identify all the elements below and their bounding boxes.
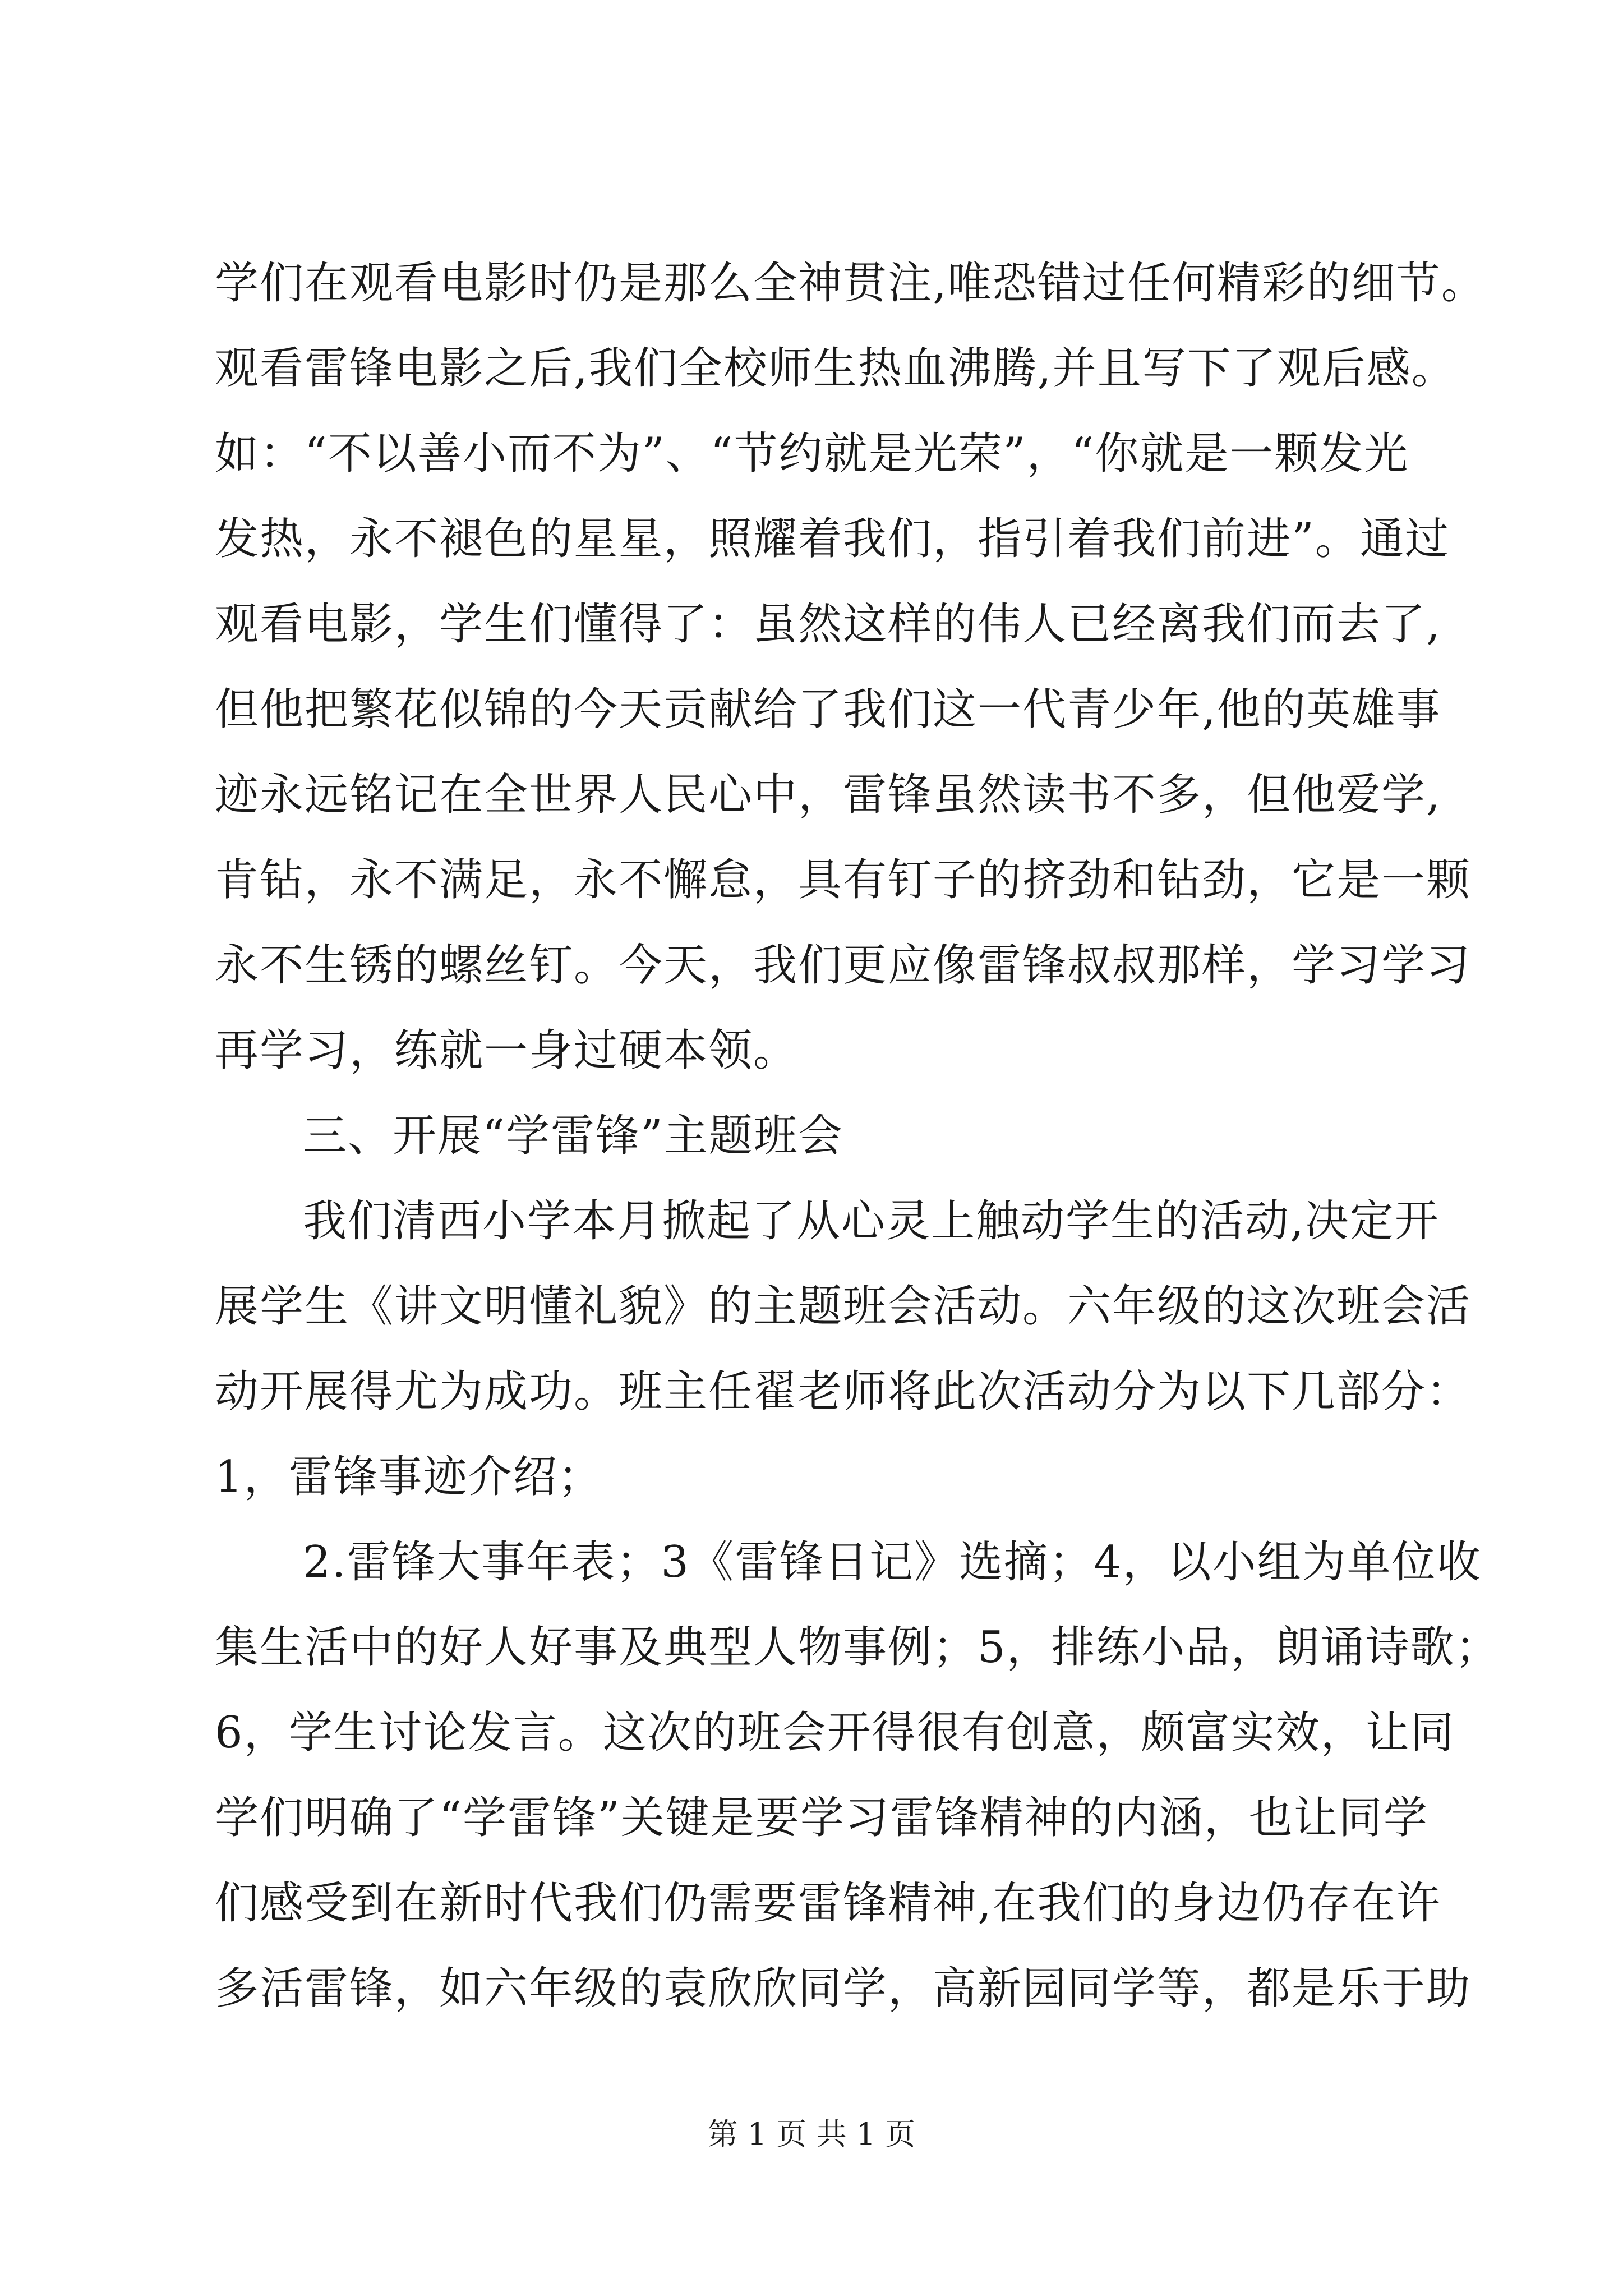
body-line: 动开展得尤为成功。班主任翟老师将此次活动分为以下几部分：	[215, 1366, 1472, 1417]
paragraph-first-line: 我们清西小学本月掀起了从心灵上触动学生的活动,决定开	[303, 1196, 1440, 1246]
list-item: 1，雷锋事迹介绍；	[215, 1452, 603, 1502]
body-line: 们感受到在新时代我们仍需要雷锋精神,在我们的身边仍存在许	[215, 1878, 1441, 1929]
body-line: 永不生锈的螺丝钉。今天，我们更应像雷锋叔叔那样，学习学习	[215, 940, 1472, 991]
body-line: 学们明确了“学雷锋”关键是要学习雷锋精神的内涵，也让同学	[215, 1793, 1428, 1843]
body-line: 如：“不以善小而不为”、“节约就是光荣”，“你就是一颗发光	[215, 429, 1409, 479]
body-line: 学们在观看电影时仍是那么全神贯注,唯恐错过任何精彩的细节。	[215, 258, 1486, 309]
body-line: 但他把繁花似锦的今天贡献给了我们这一代青少年,他的英雄事	[215, 684, 1441, 735]
body-line: 肯钻，永不满足，永不懈怠，具有钉子的挤劲和钻劲，它是一颗	[215, 855, 1472, 905]
body-line: 观看雷锋电影之后,我们全校师生热血沸腾,并且写下了观后感。	[215, 343, 1456, 394]
section-heading: 三、开展“学雷锋”主题班会	[303, 1111, 843, 1161]
body-line: 集生活中的好人好事及典型人物事例；5，排练小品，朗诵诗歌；	[215, 1622, 1500, 1673]
body-line: 观看电影，学生们懂得了：虽然这样的伟人已经离我们而去了,	[215, 599, 1441, 650]
list-item: 2.雷锋大事年表；3《雷锋日记》选摘；4，以小组为单位收	[303, 1537, 1482, 1588]
body-line: 发热，永不褪色的星星，照耀着我们，指引着我们前进”。通过	[215, 514, 1450, 564]
body-line: 6，学生讨论发言。这次的班会开得很有创意，颇富实效，让同	[215, 1708, 1455, 1758]
body-line: 多活雷锋，如六年级的袁欣欣同学，高新园同学等，都是乐于助	[215, 1963, 1472, 2014]
page-number-footer: 第 1 页 共 1 页	[707, 2116, 916, 2152]
body-line: 再学习，练就一身过硬本领。	[215, 1025, 799, 1076]
body-line: 迹永远铭记在全世界人民心中，雷锋虽然读书不多，但他爱学,	[215, 770, 1441, 820]
body-line: 展学生《讲文明懂礼貌》的主题班会活动。六年级的这次班会活	[215, 1281, 1472, 1332]
